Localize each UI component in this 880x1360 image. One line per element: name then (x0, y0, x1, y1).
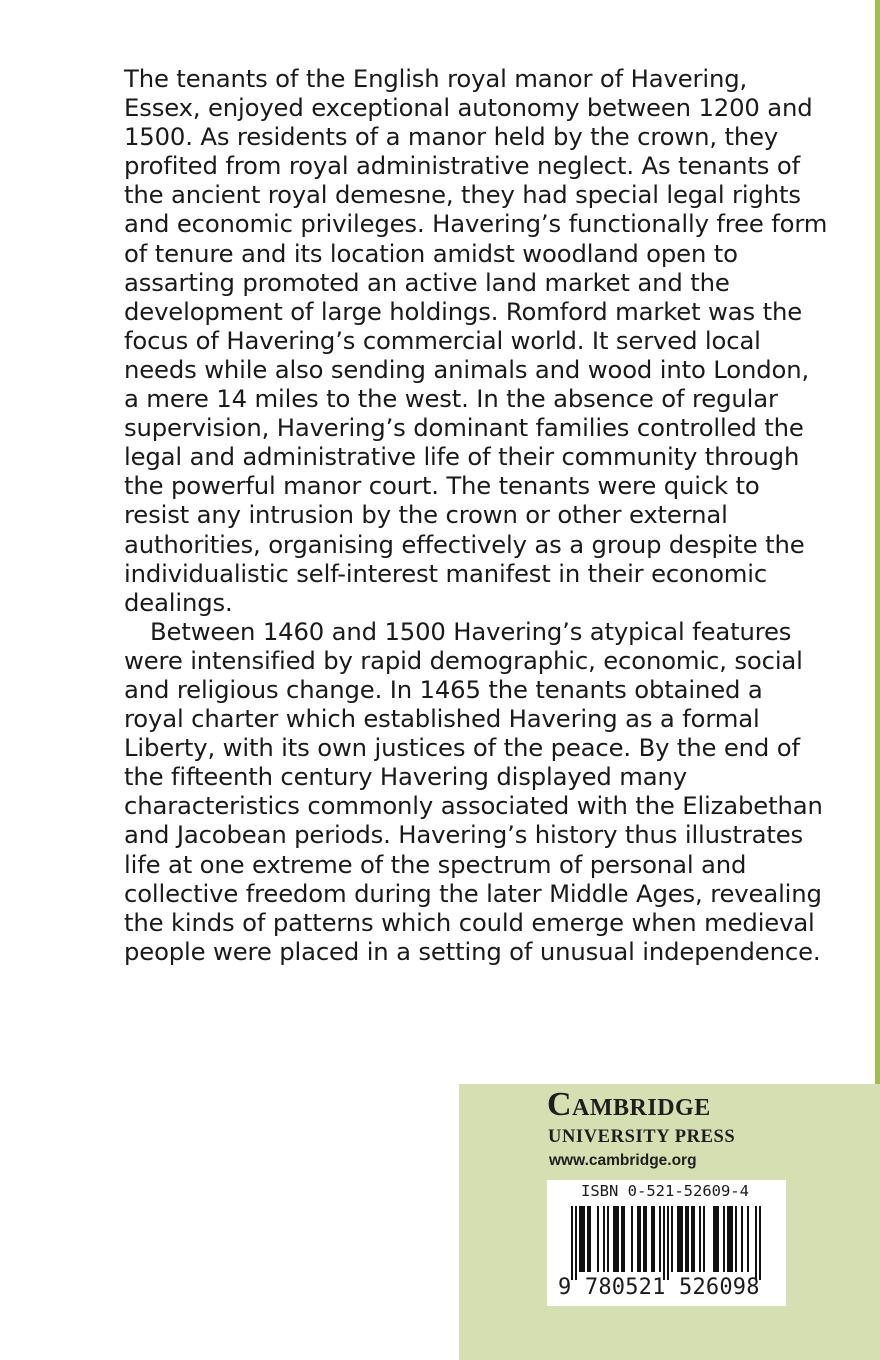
barcode-bar (685, 1206, 687, 1272)
publisher-name: Cambridge (547, 1086, 711, 1123)
barcode-bar (623, 1206, 625, 1272)
barcode-bar (699, 1206, 701, 1272)
barcode-bar (755, 1206, 757, 1280)
barcode-bar (723, 1206, 725, 1272)
barcode-bar (717, 1206, 719, 1272)
barcode-bar (759, 1206, 761, 1280)
publisher-subtitle: UNIVERSITY PRESS (548, 1127, 736, 1147)
barcode-bar (703, 1206, 705, 1272)
barcode-bar (583, 1206, 585, 1272)
barcode-bar (571, 1206, 573, 1280)
barcode-bar (631, 1206, 633, 1272)
barcode-bar (621, 1206, 623, 1272)
barcode-bar (637, 1206, 639, 1272)
barcode-bar (741, 1206, 743, 1272)
barcode-bar (693, 1206, 695, 1272)
barcode-bar (643, 1206, 645, 1272)
barcode-bar (659, 1206, 661, 1272)
barcode-bar (727, 1206, 729, 1272)
barcode-box (547, 1180, 786, 1306)
isbn-label: ISBN 0-521-52609-4 (581, 1182, 749, 1200)
barcode-bar (735, 1206, 737, 1272)
blurb-paragraph-1: The tenants of the English royal manor of Havering, Essex, enjoyed exceptional autonomy between 1200 and 1500. As residents of a manor held by the crown, they profited from royal administrative neglect. As tenants of the ancient royal demesne, they had special legal rights and economic privileges. Havering’s functionally free form of tenure and its location amidst woodland open to assarting promoted an active land market and the development of large holdings. Romford market was the focus of Havering’s commercial world. It served local needs while also sending animals and wood into London, a mere 14 miles to the west. In the absence of regular supervision, Havering’s dominant families controlled the legal and administrative life of their community through the powerful manor court. The tenants were quick to resist any intrusion by the crown or other external authorities, organising effectively as a group despite the individualistic self-interest manifest in their economic dealings. (124, 64, 828, 617)
barcode-digits: 9 780521 526098 (558, 1275, 760, 1300)
barcode-bar (597, 1206, 599, 1272)
barcode-bar (731, 1206, 733, 1272)
barcode-bar (715, 1206, 717, 1272)
barcode-bar (667, 1206, 669, 1280)
barcode-bar (607, 1206, 609, 1272)
barcode-bar (589, 1206, 591, 1272)
barcode-bar (651, 1206, 653, 1272)
barcode-bar (581, 1206, 583, 1272)
barcode-bar (613, 1206, 615, 1272)
barcode-bar (617, 1206, 619, 1272)
barcode-bar (645, 1206, 647, 1272)
barcode-bar (687, 1206, 689, 1272)
barcode-bar (677, 1206, 679, 1272)
publisher-panel (459, 1084, 880, 1360)
publisher-url[interactable]: www.cambridge.org (549, 1152, 697, 1169)
barcode-bar (587, 1206, 589, 1272)
barcode-bar (603, 1206, 605, 1272)
barcode-bar (575, 1206, 577, 1280)
barcode-bar (663, 1206, 665, 1280)
barcode-bar (681, 1206, 683, 1272)
barcode-bar (747, 1206, 749, 1272)
barcode-bar (691, 1206, 693, 1272)
barcode-bar (653, 1206, 655, 1272)
barcode-bar (579, 1206, 581, 1272)
barcode-bar (713, 1206, 715, 1272)
barcode-bar (639, 1206, 641, 1272)
barcode-bar (679, 1206, 681, 1272)
barcode-bar (671, 1206, 673, 1272)
back-cover-blurb (124, 64, 829, 966)
barcode-bar (615, 1206, 617, 1272)
barcode-bar (729, 1206, 731, 1272)
blurb-paragraph-2: Between 1460 and 1500 Havering’s atypical features were intensified by rapid demographic, economic, social and religious change. In 1465 the tenants obtained a royal charter which established Havering as a formal Liberty, with its own justices of the peace. By the end of the fifteenth century Havering displayed many characteristics commonly associated with the Elizabethan and Jacobean periods. Havering’s history thus illustrates life at one extreme of the spectrum of personal and collective freedom during the later Middle Ages, revealing the kinds of patterns which could emerge when medieval people were placed in a setting of unusual independence. (124, 616, 823, 966)
